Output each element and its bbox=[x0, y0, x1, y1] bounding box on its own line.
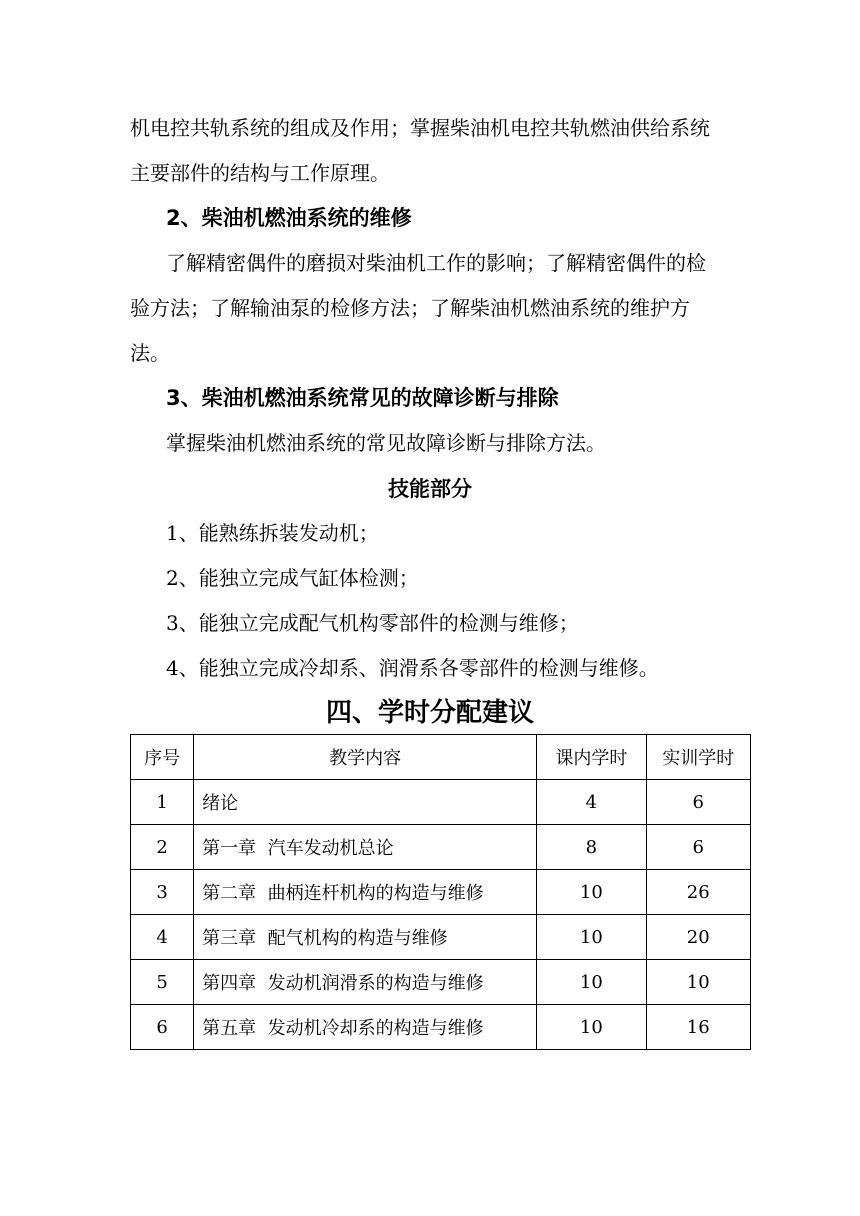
table-cell: 26 bbox=[646, 870, 750, 915]
table-cell: 4 bbox=[537, 780, 646, 825]
table-row bbox=[131, 960, 751, 1005]
table-cell: 8 bbox=[537, 825, 646, 870]
table-cell: 第三章 配气机构的构造与维修 bbox=[194, 915, 537, 960]
table-cell: 10 bbox=[537, 915, 646, 960]
section-4-title: 四、学时分配建议 bbox=[325, 698, 534, 728]
table-cell: 4 bbox=[131, 915, 194, 960]
table-cell: 第四章 发动机润滑系的构造与维修 bbox=[194, 960, 537, 1005]
table-cell: 6 bbox=[131, 1005, 194, 1050]
text-line: 主要部件的结构与工作原理。 bbox=[130, 161, 390, 185]
table-cell: 10 bbox=[537, 960, 646, 1005]
list-item: 2、能独立完成气缸体检测； bbox=[166, 566, 419, 590]
table-header-cell: 课内学时 bbox=[537, 735, 646, 780]
table-cell: 2 bbox=[131, 825, 194, 870]
table-header-cell: 实训学时 bbox=[646, 735, 750, 780]
table-header-row bbox=[131, 735, 751, 780]
text-line: 验方法；了解输油泵的检修方法；了解柴油机燃油系统的维护方 bbox=[130, 296, 690, 320]
table-cell: 10 bbox=[537, 1005, 646, 1050]
table-row bbox=[131, 780, 751, 825]
text-line: 机电控共轨系统的组成及作用；掌握柴油机电控共轨燃油供给系统 bbox=[130, 116, 710, 140]
table-header-cell: 教学内容 bbox=[194, 735, 537, 780]
table-cell: 1 bbox=[131, 780, 194, 825]
table-row bbox=[131, 1005, 751, 1050]
list-item: 1、能熟练拆装发动机； bbox=[166, 521, 379, 545]
skills-title: 技能部分 bbox=[388, 477, 472, 501]
table-cell: 绪论 bbox=[194, 780, 537, 825]
table-cell: 第二章 曲柄连杆机构的构造与维修 bbox=[194, 870, 537, 915]
section-heading-2: 2、柴油机燃油系统的维修 bbox=[166, 206, 412, 230]
table-cell: 6 bbox=[646, 780, 750, 825]
hours-table bbox=[130, 734, 751, 1050]
table-cell: 第一章 汽车发动机总论 bbox=[194, 825, 537, 870]
table-cell: 16 bbox=[646, 1005, 750, 1050]
table-cell: 3 bbox=[131, 870, 194, 915]
list-item: 3、能独立完成配气机构零部件的检测与维修； bbox=[166, 611, 579, 635]
table-row bbox=[131, 870, 751, 915]
text-line: 了解精密偶件的磨损对柴油机工作的影响；了解精密偶件的检 bbox=[166, 251, 706, 275]
table-cell: 10 bbox=[646, 960, 750, 1005]
table-row bbox=[131, 915, 751, 960]
table-row bbox=[131, 825, 751, 870]
table-cell: 第五章 发动机冷却系的构造与维修 bbox=[194, 1005, 537, 1050]
text-line: 掌握柴油机燃油系统的常见故障诊断与排除方法。 bbox=[166, 431, 606, 455]
table-cell: 6 bbox=[646, 825, 750, 870]
text-line: 法。 bbox=[130, 341, 170, 365]
table-cell: 5 bbox=[131, 960, 194, 1005]
table-cell: 10 bbox=[537, 870, 646, 915]
table-header-cell: 序号 bbox=[131, 735, 194, 780]
table-cell: 20 bbox=[646, 915, 750, 960]
section-heading-3: 3、柴油机燃油系统常见的故障诊断与排除 bbox=[166, 386, 559, 410]
list-item: 4、能独立完成冷却系、润滑系各零部件的检测与维修。 bbox=[166, 656, 659, 680]
